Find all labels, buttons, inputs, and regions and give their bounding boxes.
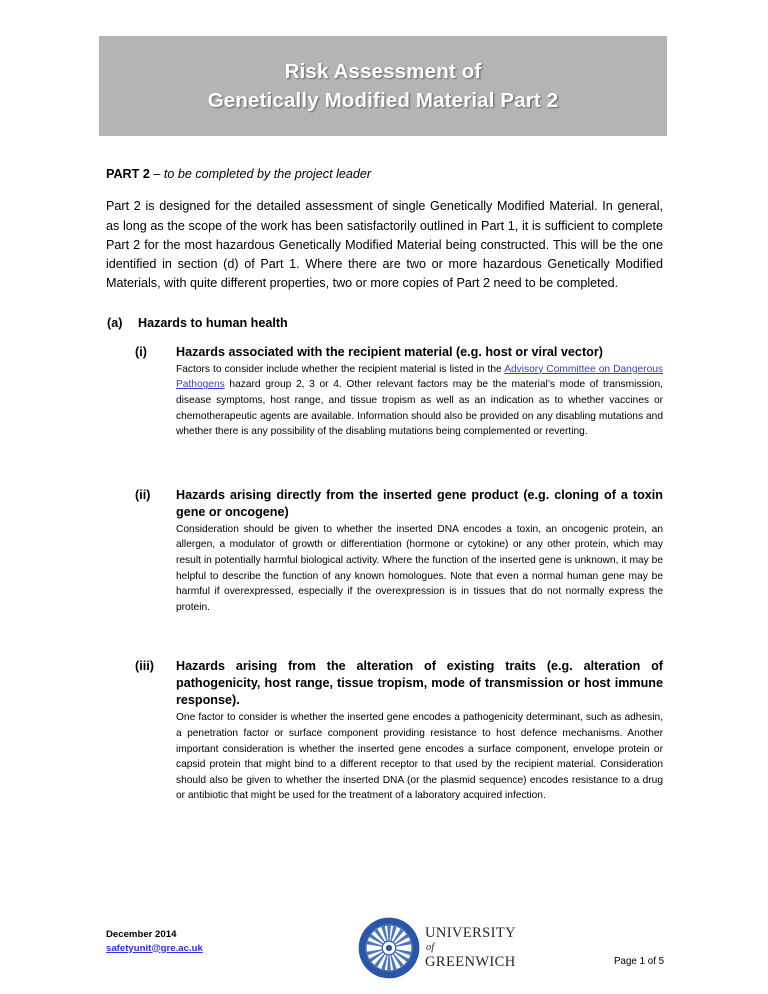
university-logo <box>358 912 523 984</box>
subsection-ii-text: Consideration should be given to whether the inserted DNA encodes a toxin, an oncogenic protein, an allergen, a modulator of growth or differentiation (hormone or cytokine) or any other protein, which may result in potentially harmful biological activity. Where the function of the inserted gene is unknown, it may be helpful to describe the function of any known homologues. Note that even a normal human gene may be harmful if overexpressed, especially if the overexpression is in tissues that do not normally express the protein. <box>176 523 663 613</box>
footer-date: December 2014 <box>106 929 177 940</box>
section-a <box>106 315 663 804</box>
subsection-iii-marker: (iii) <box>135 659 154 674</box>
intro-paragraph: Part 2 is designed for the detailed assessment of single Genetically Modified Material. In general, as long as the scope of the work has been satisfactorily outlined in Part 1, it is sufficient to complete Part 2 for the most hazardous Genetically Modified Material being constructed. This will be the one identified in section (d) of Part 1. Where there are two or more hazardous Genetically Modified Materials, with quite different properties, two or more copies of Part 2 need to be completed. <box>106 199 663 290</box>
subsection-i-text-after-link: hazard group 2, 3 or 4. Other relevant factors may be the material’s mode of transmission, disease symptoms, host range, and tissue tropism as well as an indication as to whether vaccines or chemotherapeutic agents are available. Information should also be provided on any disabling mutations and whether there is any possibility of the disabling mutations being complemented or reverting. <box>176 379 663 438</box>
subsection-i <box>135 344 663 440</box>
university-seal-icon <box>358 917 420 979</box>
university-line-1: UNIVERSITY <box>425 925 516 942</box>
subsection-iii <box>135 658 663 804</box>
university-wordmark <box>425 926 516 970</box>
page-title-line-2: Genetically Modified Material Part 2 <box>207 89 559 112</box>
subsection-i-marker: (i) <box>135 344 147 359</box>
subsection-ii-marker: (ii) <box>135 487 151 502</box>
subsection-iii-body <box>176 658 663 804</box>
subsection-ii-heading: Hazards arising directly from the inserted gene product (e.g. cloning of a toxin gene or oncogene) <box>176 487 663 519</box>
subsection-i-text <box>176 362 663 440</box>
spacer-ii-to-iii <box>106 615 663 658</box>
page-footer <box>0 920 768 994</box>
subsection-i-text-before-link: Factors to consider include whether the recipient material is listed in the <box>176 363 505 375</box>
subsection-ii-body <box>176 487 663 616</box>
university-line-3: GREENWICH <box>425 954 516 971</box>
part-label-subtitle: – to be completed by the project leader <box>149 167 372 181</box>
subsection-i-body <box>176 344 663 440</box>
spacer-i-to-ii <box>106 440 663 487</box>
university-line-2: of <box>426 941 435 953</box>
footer-left-block <box>106 928 203 955</box>
section-a-marker: (a) <box>107 316 123 331</box>
document-content <box>106 166 663 804</box>
subsection-iii-heading: Hazards arising from the alteration of existing traits (e.g. alteration of pathogenicity, host range, tissue tropism, mode of transmission or host immune response). <box>176 659 663 708</box>
section-a-title: Hazards to human health <box>138 316 288 331</box>
page-title-line-1: Risk Assessment of <box>284 59 482 83</box>
subsection-i-heading: Hazards associated with the recipient material (e.g. host or viral vector) <box>176 344 603 359</box>
part-label-bold: PART 2 <box>106 167 150 181</box>
safety-unit-email-link[interactable]: safetyunit@gre.ac.uk <box>106 942 203 954</box>
acdp-link[interactable]: Advisory Committee on Dangerous Pathogens <box>176 363 663 391</box>
part-label <box>106 166 663 182</box>
subsection-ii <box>135 487 663 616</box>
header-banner <box>99 36 667 136</box>
page-number: Page 1 of 5 <box>614 956 665 967</box>
page-title <box>208 57 559 115</box>
subsection-iii-text: One factor to consider is whether the inserted gene encodes a pathogenicity determinant, such as adhesin, a penetration factor or surface component providing resistance to host defence mechanisms. Another important consideration is whether the inserted gene encodes a surface component, envelope protein or capsid protein that might bind to a different receptor to that used by the recipient material. Consideration should also be given to whether the inserted DNA (or the plasmid sequence) encodes resistance to a drug or antibiotic that might be used for the treatment of a laboratory acquired infection. <box>176 712 663 802</box>
section-a-header <box>106 315 663 332</box>
